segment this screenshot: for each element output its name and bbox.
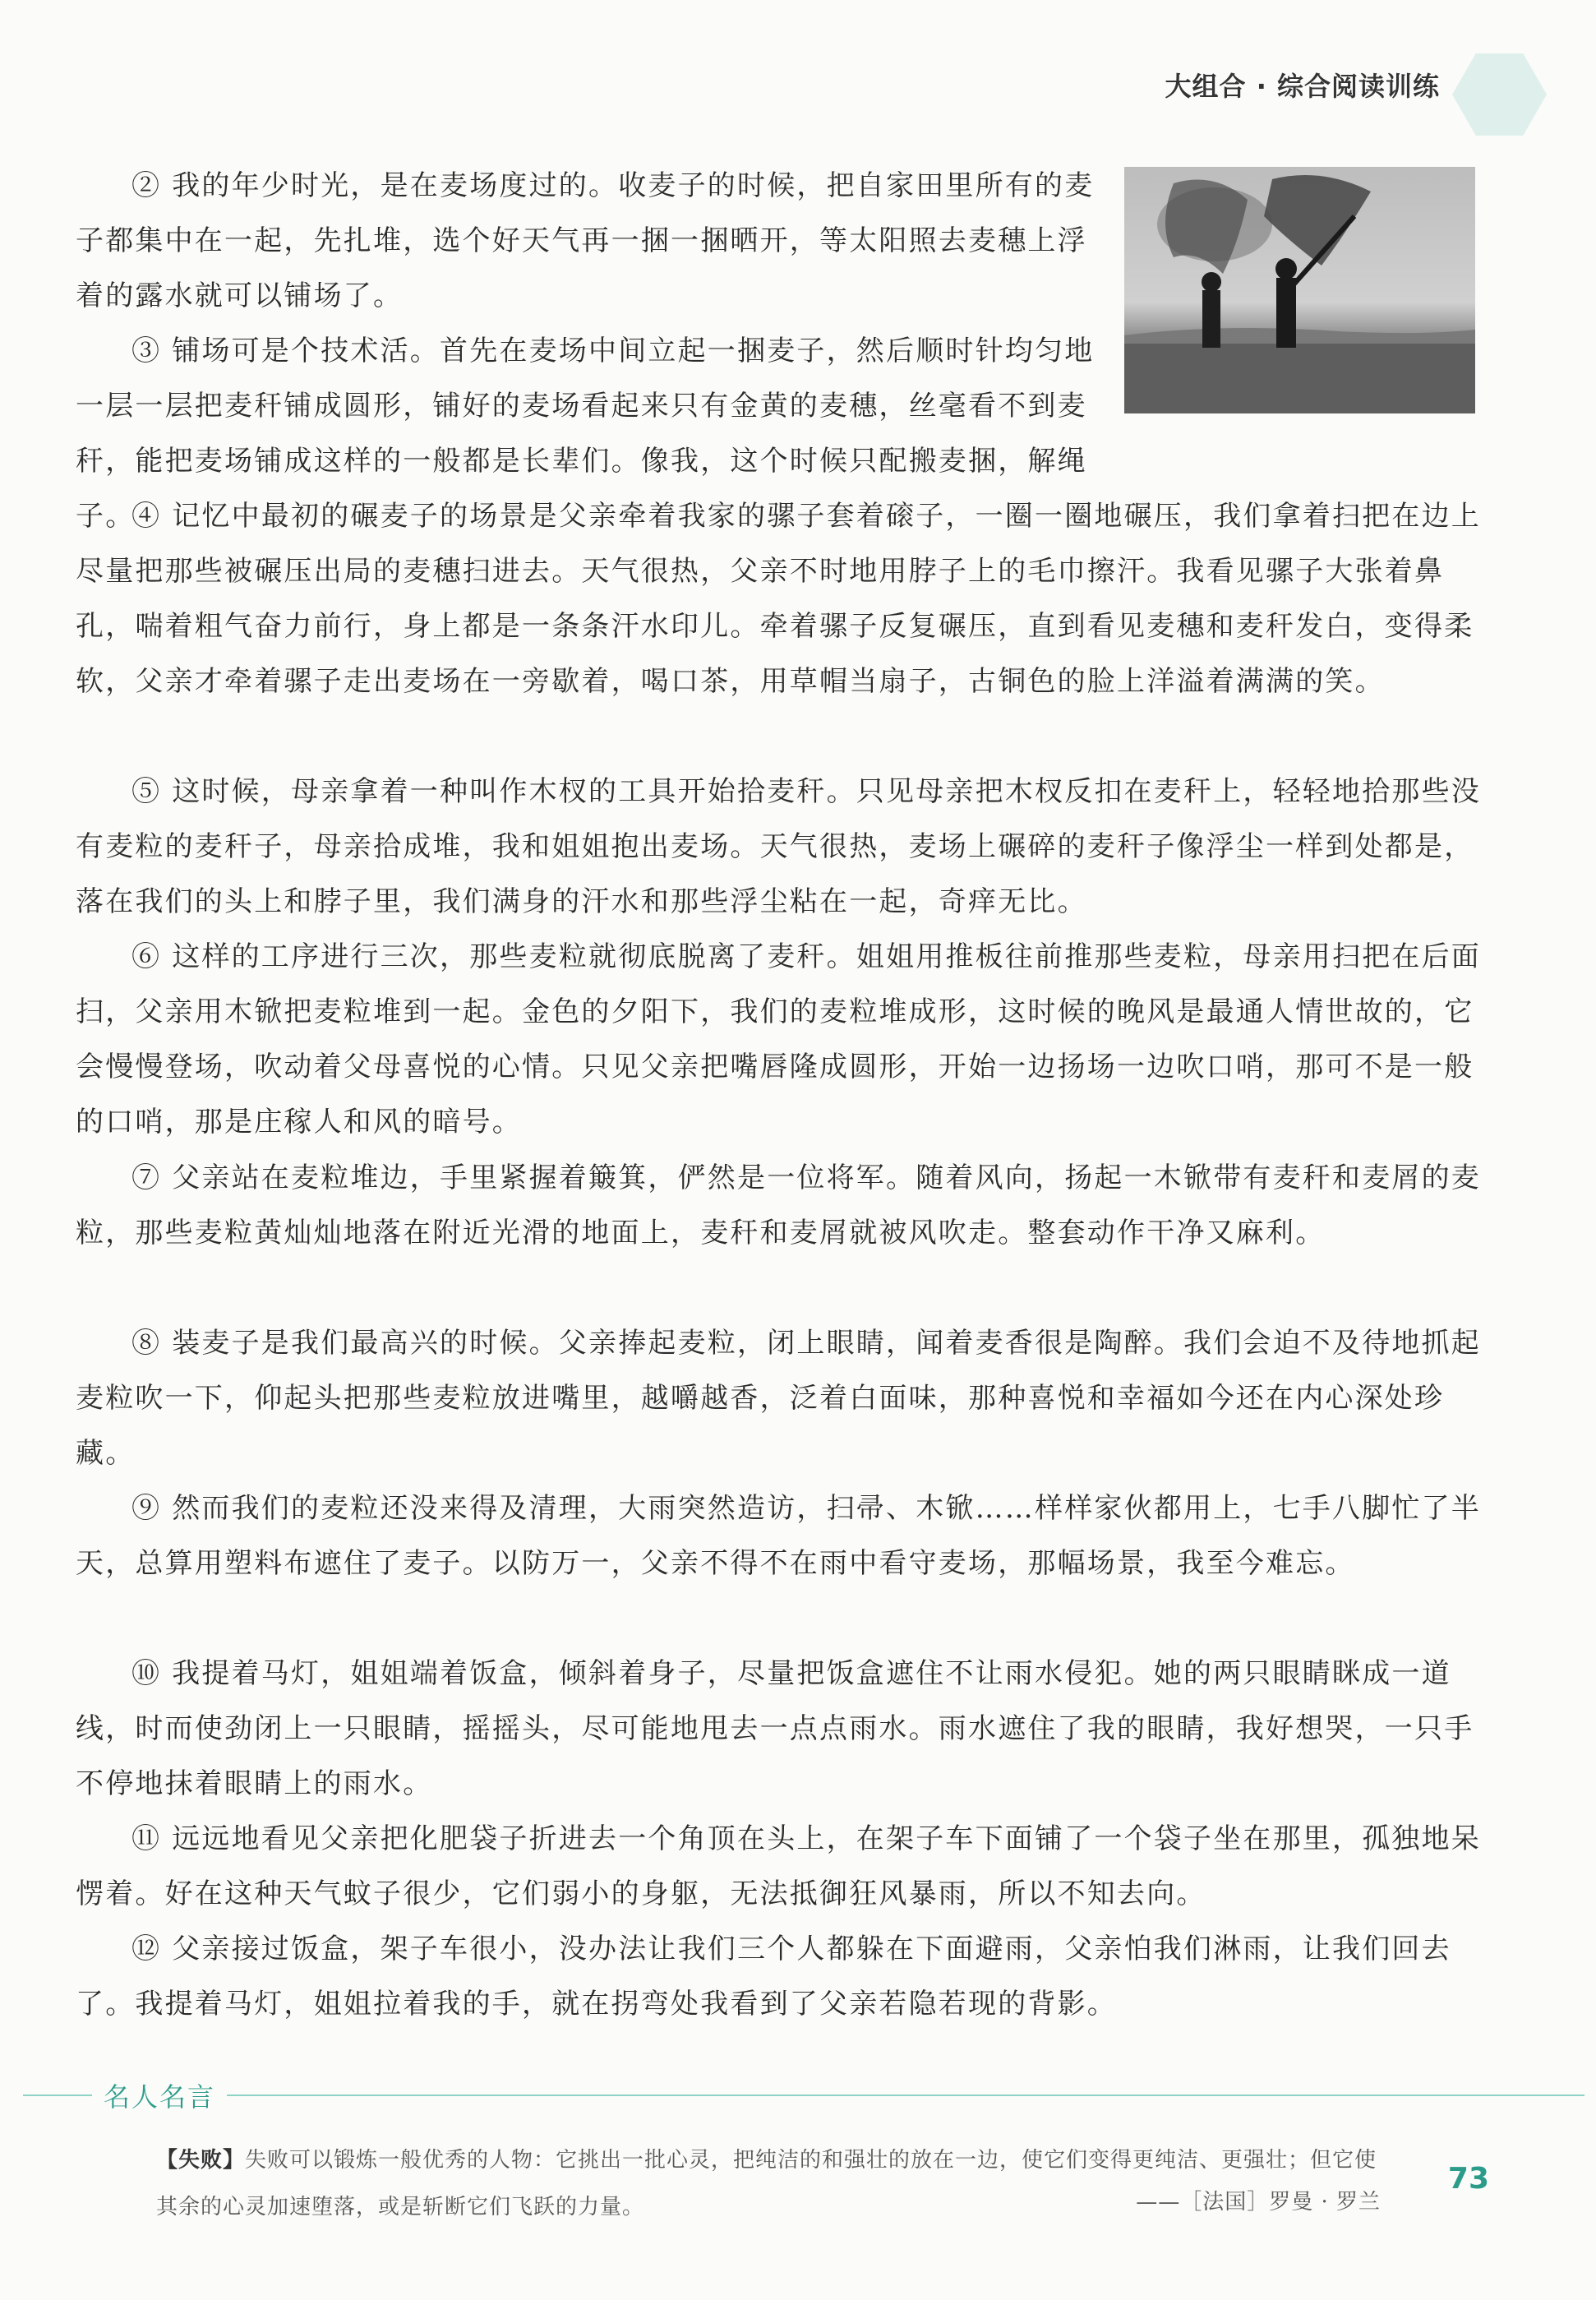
paragraph-9: ⑨ 然而我们的麦粒还没来得及清理，大雨突然造访，扫帚、木锨……样样家伙都用上，七手八脚忙了半天，总算用塑料布遮住了麦子。以防万一，父亲不得不在雨中看守麦场，那幅场景，我至今难忘。 [76, 1492, 1482, 1580]
paragraph-3-text: ③ 铺场可是个技术活。首先在麦场中间立起一捆麦子，然后顺时针均匀地一层一层把麦秆铺成圆形，铺好的麦场看起来只有金黄的麦穗，丝毫看不到麦秆，能把麦场铺成这样的一般都是长辈们。像我，这个时候只配搬麦捆，解绳子。 [76, 335, 1095, 533]
quote-text: 失败可以锻炼一般优秀的人物：它挑出一批心灵，把纯洁的和强壮的放在一边，使它们变得更纯洁、更强壮；但它使其余的心灵加速堕落，或是斩断它们飞跃的力量。 [156, 2148, 1377, 2219]
header-decoration-hexagon [1452, 53, 1547, 136]
quote-tag: 【失败】 [156, 2148, 246, 2173]
famous-quote [156, 2137, 1389, 2231]
page-number: 73 [1447, 2162, 1489, 2196]
paragraph-8: ⑧ 装麦子是我们最高兴的时候。父亲捧起麦粒，闭上眼睛，闻着麦香很是陶醉。我们会迫不及待地抓起麦粒吹一下，仰起头把那些麦粒放进嘴里，越嚼越香，泛着白面味，那种喜悦和幸福如今还在内心深处珍藏。 [76, 1327, 1482, 1470]
paragraph-6: ⑥ 这样的工序进行三次，那些麦粒就彻底脱离了麦秆。姐姐用推板往前推那些麦粒，母亲用扫把在后面扫，父亲用木锨把麦粒堆到一起。金色的夕阳下，我们的麦粒堆成形，这时候的晚风是最通人情世故的，它会慢慢登场，吹动着父母喜悦的心情。只见父亲把嘴唇隆成圆形，开始一边扬场一边吹口哨，那可不是一般的口哨，那是庄稼人和风的暗号。 [76, 940, 1482, 1138]
paragraph-2: ② 我的年少时光，是在麦场度过的。收麦子的时候，把自家田里所有的麦子都集中在一起，先扎堆，选个好天气再一捆一捆晒开，等太阳照去麦穗上浮着的露水就可以铺场了。 [76, 169, 1095, 312]
section-header-title: 大组合 · 综合阅读训练 [1165, 71, 1440, 102]
paragraph-12: ⑫ 父亲接过饭盒，架子车很小，没办法让我们三个人都躲在下面避雨，父亲怕我们淋雨，让我们回去了。我提着马灯，姐姐拉着我的手，就在拐弯处我看到了父亲若隐若现的背影。 [76, 1933, 1451, 2021]
footer-divider [23, 2094, 1584, 2096]
quote-author: ——［法国］罗曼 · 罗兰 [1136, 2190, 1381, 2215]
paragraph-11: ⑪ 远远地看见父亲把化肥袋子折进去一个角顶在头上，在架子车下面铺了一个袋子坐在那里，孤独地呆愣着。好在这种天气蚊子很少，它们弱小的身躯，无法抵御狂风暴雨，所以不知去向。 [76, 1822, 1482, 1910]
paragraph-4: ④ 记忆中最初的碾麦子的场景是父亲牵着我家的骡子套着磙子，一圈一圈地碾压，我们拿着扫把在边上尽量把那些被碾压出局的麦穗扫进去。天气很热，父亲不时地用脖子上的毛巾擦汗。我看见骡子大张着鼻孔，喘着粗气奋力前行，身上都是一条条汗水印儿。牵着骡子反复碾压，直到看见麦穗和麦秆发白，变得柔软，父亲才牵着骡子走出麦场在一旁歇着，喝口茶，用草帽当扇子，古铜色的脸上洋溢着满满的笑。 [76, 500, 1482, 698]
paragraph-5: ⑤ 这时候，母亲拿着一种叫作木杈的工具开始拾麦秆。只见母亲把木杈反扣在麦秆上，轻轻地拾那些没有麦粒的麦秆子，母亲拾成堆，我和姐姐抱出麦场。天气很热，麦场上碾碎的麦秆子像浮尘一样到处都是，落在我们的头上和脖子里，我们满身的汗水和那些浮尘粘在一起，奇痒无比。 [76, 775, 1482, 918]
paragraph-10: ⑩ 我提着马灯，姐姐端着饭盒，倾斜着身子，尽量把饭盒遮住不让雨水侵犯。她的两只眼睛眯成一道线，时而使劲闭上一只眼睛，摇摇头，尽可能地甩去一点点雨水。雨水遮住了我的眼睛，我好想哭，一只手不停地抹着眼睛上的雨水。 [76, 1657, 1474, 1800]
famous-quotes-label: 名人名言 [92, 2076, 227, 2114]
paragraph-7: ⑦ 父亲站在麦粒堆边，手里紧握着簸箕，俨然是一位将军。随着风向，扬起一木锨带有麦秆和麦屑的麦粒，那些麦粒黄灿灿地落在附近光滑的地面上，麦秆和麦屑就被风吹走。整套动作干净又麻利。 [76, 1162, 1482, 1249]
